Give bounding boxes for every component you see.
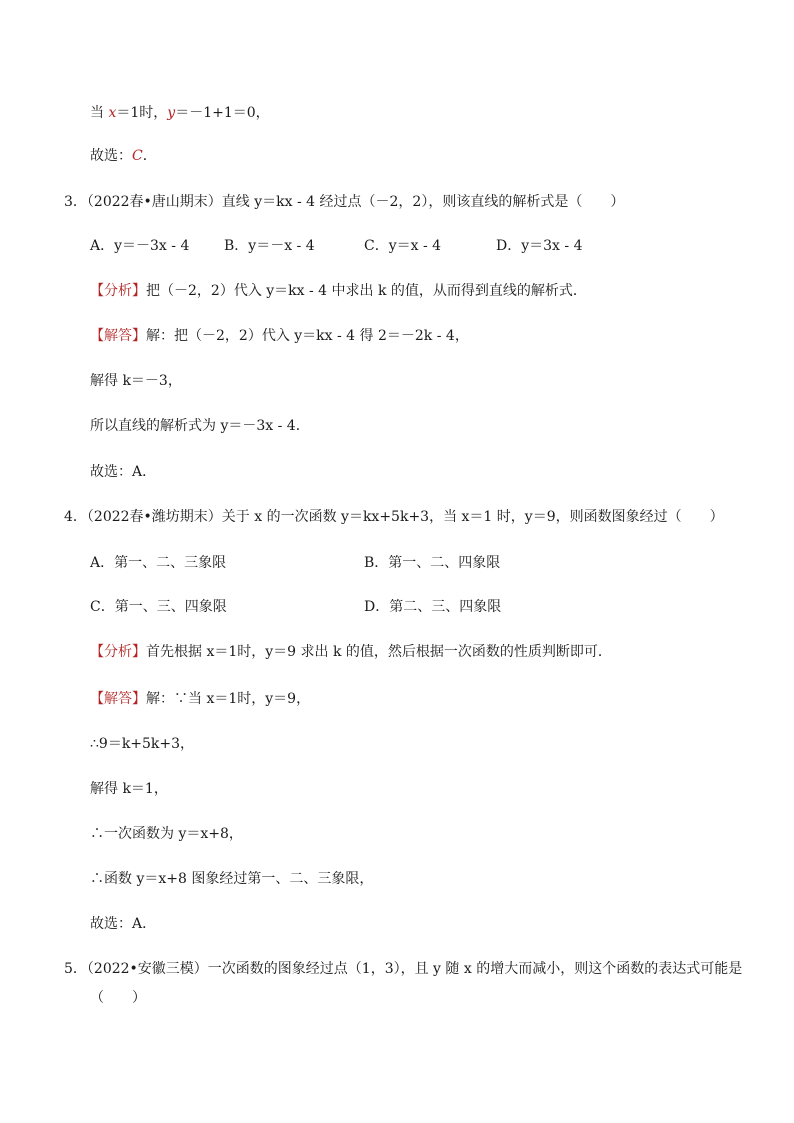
question-title: 5．（2022•安徽三模）一次函数的图象经过点（1，3），且 y 随 x 的增大而减小，则这个函数的表达式可能是: [64, 961, 743, 977]
option-b: B．第一、二、四象限: [364, 555, 501, 571]
question-title-cont: （ ）: [90, 990, 146, 1006]
text-line: ∴一次函数为 y＝x+8，: [90, 826, 243, 842]
text-line: ∴9＝k+5k+3，: [90, 736, 195, 752]
option-d: D．第二、三、四象限: [364, 599, 502, 615]
solution-line: 【解答】解：∵当 x＝1时，y＝9，: [90, 691, 311, 707]
text-line: 当 x＝1时，y＝－1+1＝0，: [90, 105, 270, 121]
solution-line: 【解答】解：把（－2，2）代入 y＝kx - 4 得 2＝－2k - 4，: [90, 328, 469, 344]
text-line: 故选：A．: [90, 464, 157, 480]
option-b: B．y＝－x - 4: [224, 238, 315, 254]
text-line: 故选：C．: [90, 148, 157, 164]
text-line: 解得 k＝－3，: [90, 373, 182, 389]
text-line: 解得 k＝1，: [90, 781, 168, 797]
question-title: 4．（2022春•潍坊期末）关于 x 的一次函数 y＝kx+5k+3，当 x＝1 时，y＝9，则函数图象经过（ ）: [64, 509, 724, 525]
option-d: D．y＝3x - 4: [496, 238, 583, 254]
option-c: C．第一、三、四象限: [90, 599, 227, 615]
text-line: ∴函数 y＝x+8 图象经过第一、二、三象限，: [90, 871, 374, 887]
option-c: C．y＝x - 4: [364, 238, 442, 254]
text-line: 所以直线的解析式为 y＝－3x - 4．: [90, 418, 310, 434]
question-title: 3．（2022春•唐山期末）直线 y＝kx - 4 经过点（－2，2），则该直线的解析式是（ ）: [64, 194, 625, 210]
text-line: 故选：A．: [90, 916, 157, 932]
analysis-line: 【分析】把（－2，2）代入 y＝kx - 4 中求出 k 的值，从而得到直线的解析式．: [90, 283, 587, 299]
analysis-line: 【分析】首先根据 x＝1时，y＝9 求出 k 的值，然后根据一次函数的性质判断即可．: [90, 644, 612, 660]
option-a: A．y＝－3x - 4: [90, 238, 190, 254]
option-a: A．第一、二、三象限: [90, 555, 227, 571]
